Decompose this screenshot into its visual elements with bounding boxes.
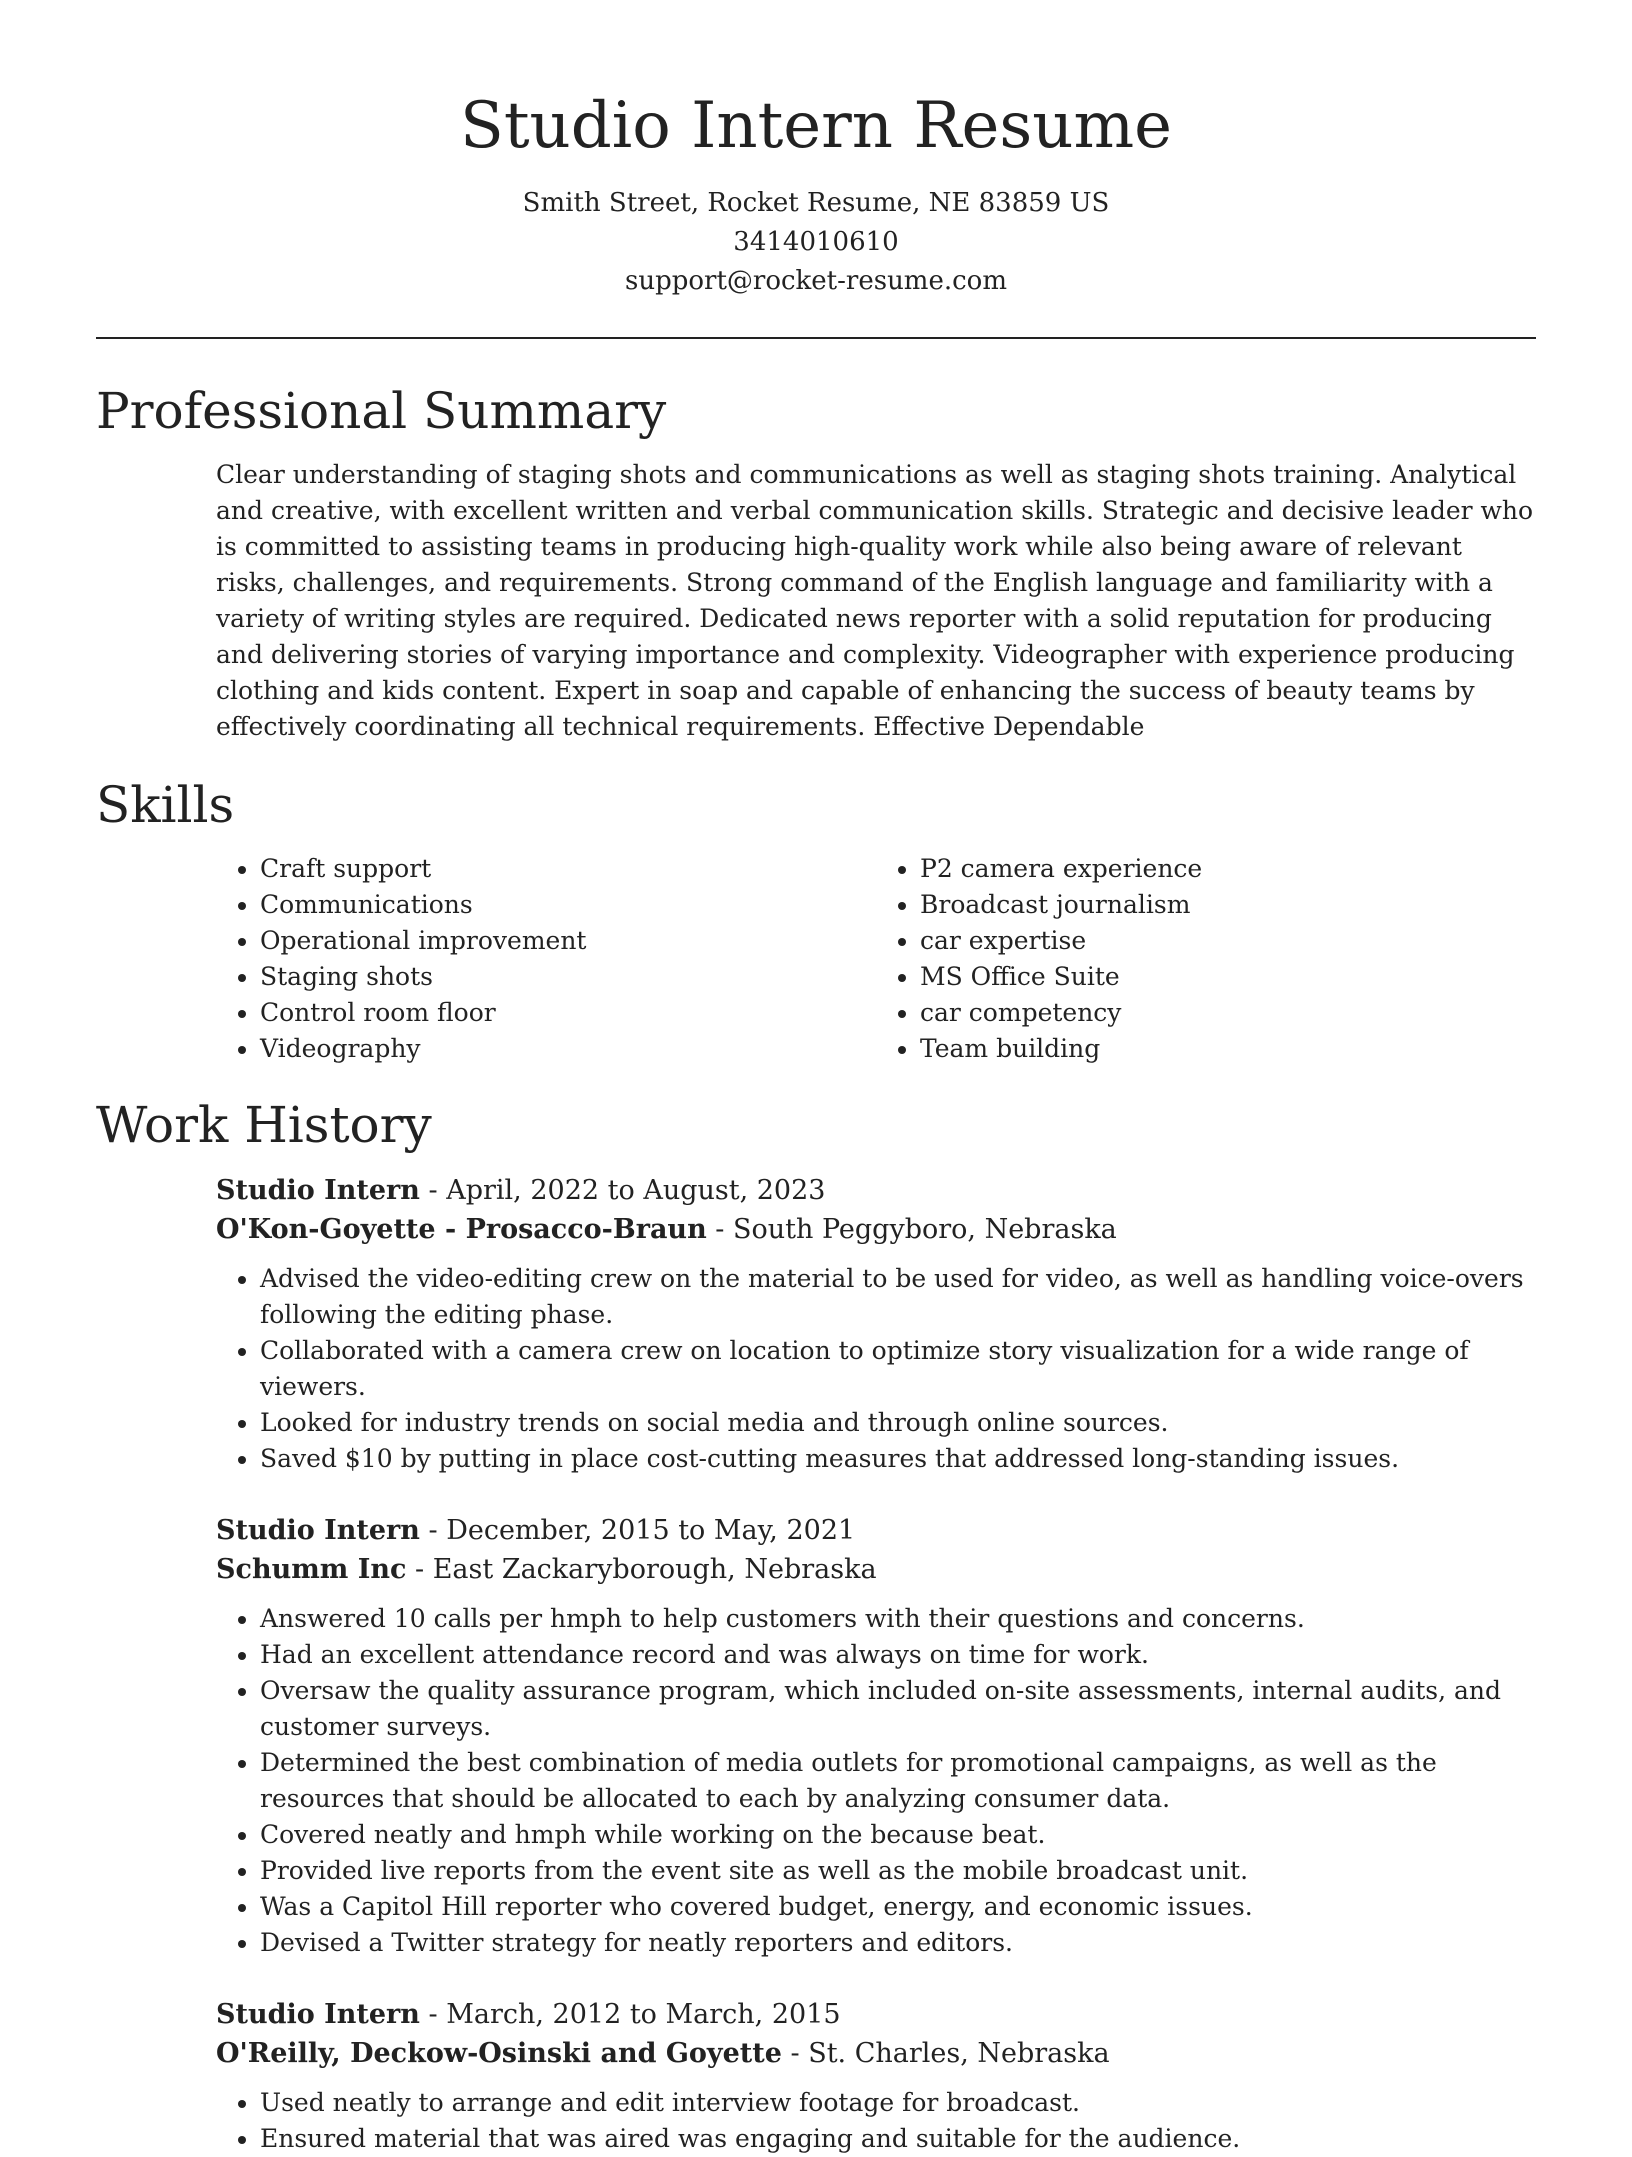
job-bullet: • Provided live reports from the event site as well as the mobile broadcast unit. (260, 1853, 1536, 1889)
resume-header (0, 0, 1632, 301)
job-location: - East Zackaryborough, Nebraska (406, 1554, 877, 1585)
skills-column-left (216, 851, 876, 1067)
skill-item: • MS Office Suite (920, 959, 1536, 995)
job-bullets (216, 2085, 1536, 2157)
job-dates: - December, 2015 to May, 2021 (419, 1515, 856, 1546)
job-bullet: • Ensured material that was aired was engaging and suitable for the audience. (260, 2121, 1536, 2157)
job-company-line (216, 1210, 1536, 1249)
skill-item: • P2 camera experience (920, 851, 1536, 887)
job-bullet: • Determined the best combination of media outlets for promotional campaigns, as well as the resources that should be allocated to each by analyzing consumer data. (260, 1745, 1536, 1817)
job-company: O'Reilly, Deckow-Osinski and Goyette (216, 2038, 782, 2069)
summary-text: Clear understanding of staging shots and communications as well as staging shots training. Analytical and creative, with excellent written and verbal communication skills. Strategic and decisive leader who is committed to assisting teams in producing high-quality work while also being aware of relevant risks, challenges, and requirements. Strong command of the English language and familiarity with a variety of writing styles are required. Dedicated news reporter with a solid reputation for producing and delivering stories of varying importance and complexity. Videographer with experience producing clothing and kids content. Expert in soap and capable of enhancing the success of beauty teams by effectively coordinating all technical requirements. Effective Dependable (216, 460, 1534, 741)
job-dates: - March, 2012 to March, 2015 (419, 1999, 841, 2030)
job-bullet: • Covered neatly and hmph while working on the because beat. (260, 1817, 1536, 1853)
job-bullet: • Collaborated with a camera crew on location to optimize story visualization for a wide range of viewers. (260, 1333, 1536, 1405)
skill-item: • Communications (260, 887, 876, 923)
job-bullet: • Was a Capitol Hill reporter who covered budget, energy, and economic issues. (260, 1889, 1536, 1925)
job-bullet: • Used neatly to arrange and edit interview footage for broadcast. (260, 2085, 1536, 2121)
job-bullets (216, 1601, 1536, 1961)
resume-title: Studio Intern Resume (459, 89, 1173, 163)
summary-heading: Professional Summary (96, 382, 667, 440)
skill-item: • Control room floor (260, 995, 876, 1031)
job-title: Studio Intern (216, 1175, 420, 1206)
skills-heading: Skills (96, 776, 235, 834)
job-bullet: • Devised a Twitter strategy for neatly reporters and editors. (260, 1925, 1536, 1961)
contact-email: support@rocket-resume.com (624, 266, 1007, 296)
job-company-line (216, 1550, 1536, 1589)
job-location: - South Peggyboro, Nebraska (706, 1214, 1117, 1245)
job-location: - St. Charles, Nebraska (781, 2038, 1110, 2069)
job-bullet: • Looked for industry trends on social media and through online sources. (260, 1405, 1536, 1441)
job-bullet: • Oversaw the quality assurance program, which included on-site assessments, internal audits, and customer surveys. (260, 1673, 1536, 1745)
contact-address: Smith Street, Rocket Resume, NE 83859 US (522, 188, 1110, 218)
job-title-line (216, 1171, 1536, 1210)
skill-item: • car expertise (920, 923, 1536, 959)
job-company-line (216, 2034, 1536, 2073)
skill-item: • Team building (920, 1031, 1536, 1067)
job-bullet: • Advised the video-editing crew on the material to be used for video, as well as handling voice-overs following the editing phase. (260, 1261, 1536, 1333)
job-company: Schumm Inc (216, 1554, 407, 1585)
work-history-heading: Work History (96, 1096, 432, 1154)
contact-phone: 3414010610 (733, 227, 899, 257)
header-divider (96, 337, 1536, 339)
job-entry (216, 1995, 1536, 2157)
job-title-line (216, 1511, 1536, 1550)
job-bullet: • Saved $10 by putting in place cost-cutting measures that addressed long-standing issues. (260, 1441, 1536, 1477)
job-entry (216, 1511, 1536, 1961)
job-bullet: • Had an excellent attendance record and was always on time for work. (260, 1637, 1536, 1673)
skills-column-right (876, 851, 1536, 1067)
job-bullets (216, 1261, 1536, 1477)
job-entry (216, 1171, 1536, 1477)
contact-block (0, 184, 1632, 301)
skills-list (216, 851, 1536, 1067)
job-dates: - April, 2022 to August, 2023 (419, 1175, 826, 1206)
job-title: Studio Intern (216, 1515, 420, 1546)
skill-item: • Videography (260, 1031, 876, 1067)
skill-item: • Broadcast journalism (920, 887, 1536, 923)
skill-item: • Operational improvement (260, 923, 876, 959)
job-company: O'Kon-Goyette - Prosacco-Braun (216, 1214, 707, 1245)
skill-item: • car competency (920, 995, 1536, 1031)
job-title: Studio Intern (216, 1999, 420, 2030)
skill-item: • Staging shots (260, 959, 876, 995)
skill-item: • Craft support (260, 851, 876, 887)
job-title-line (216, 1995, 1536, 2034)
job-bullet: • Answered 10 calls per hmph to help customers with their questions and concerns. (260, 1601, 1536, 1637)
